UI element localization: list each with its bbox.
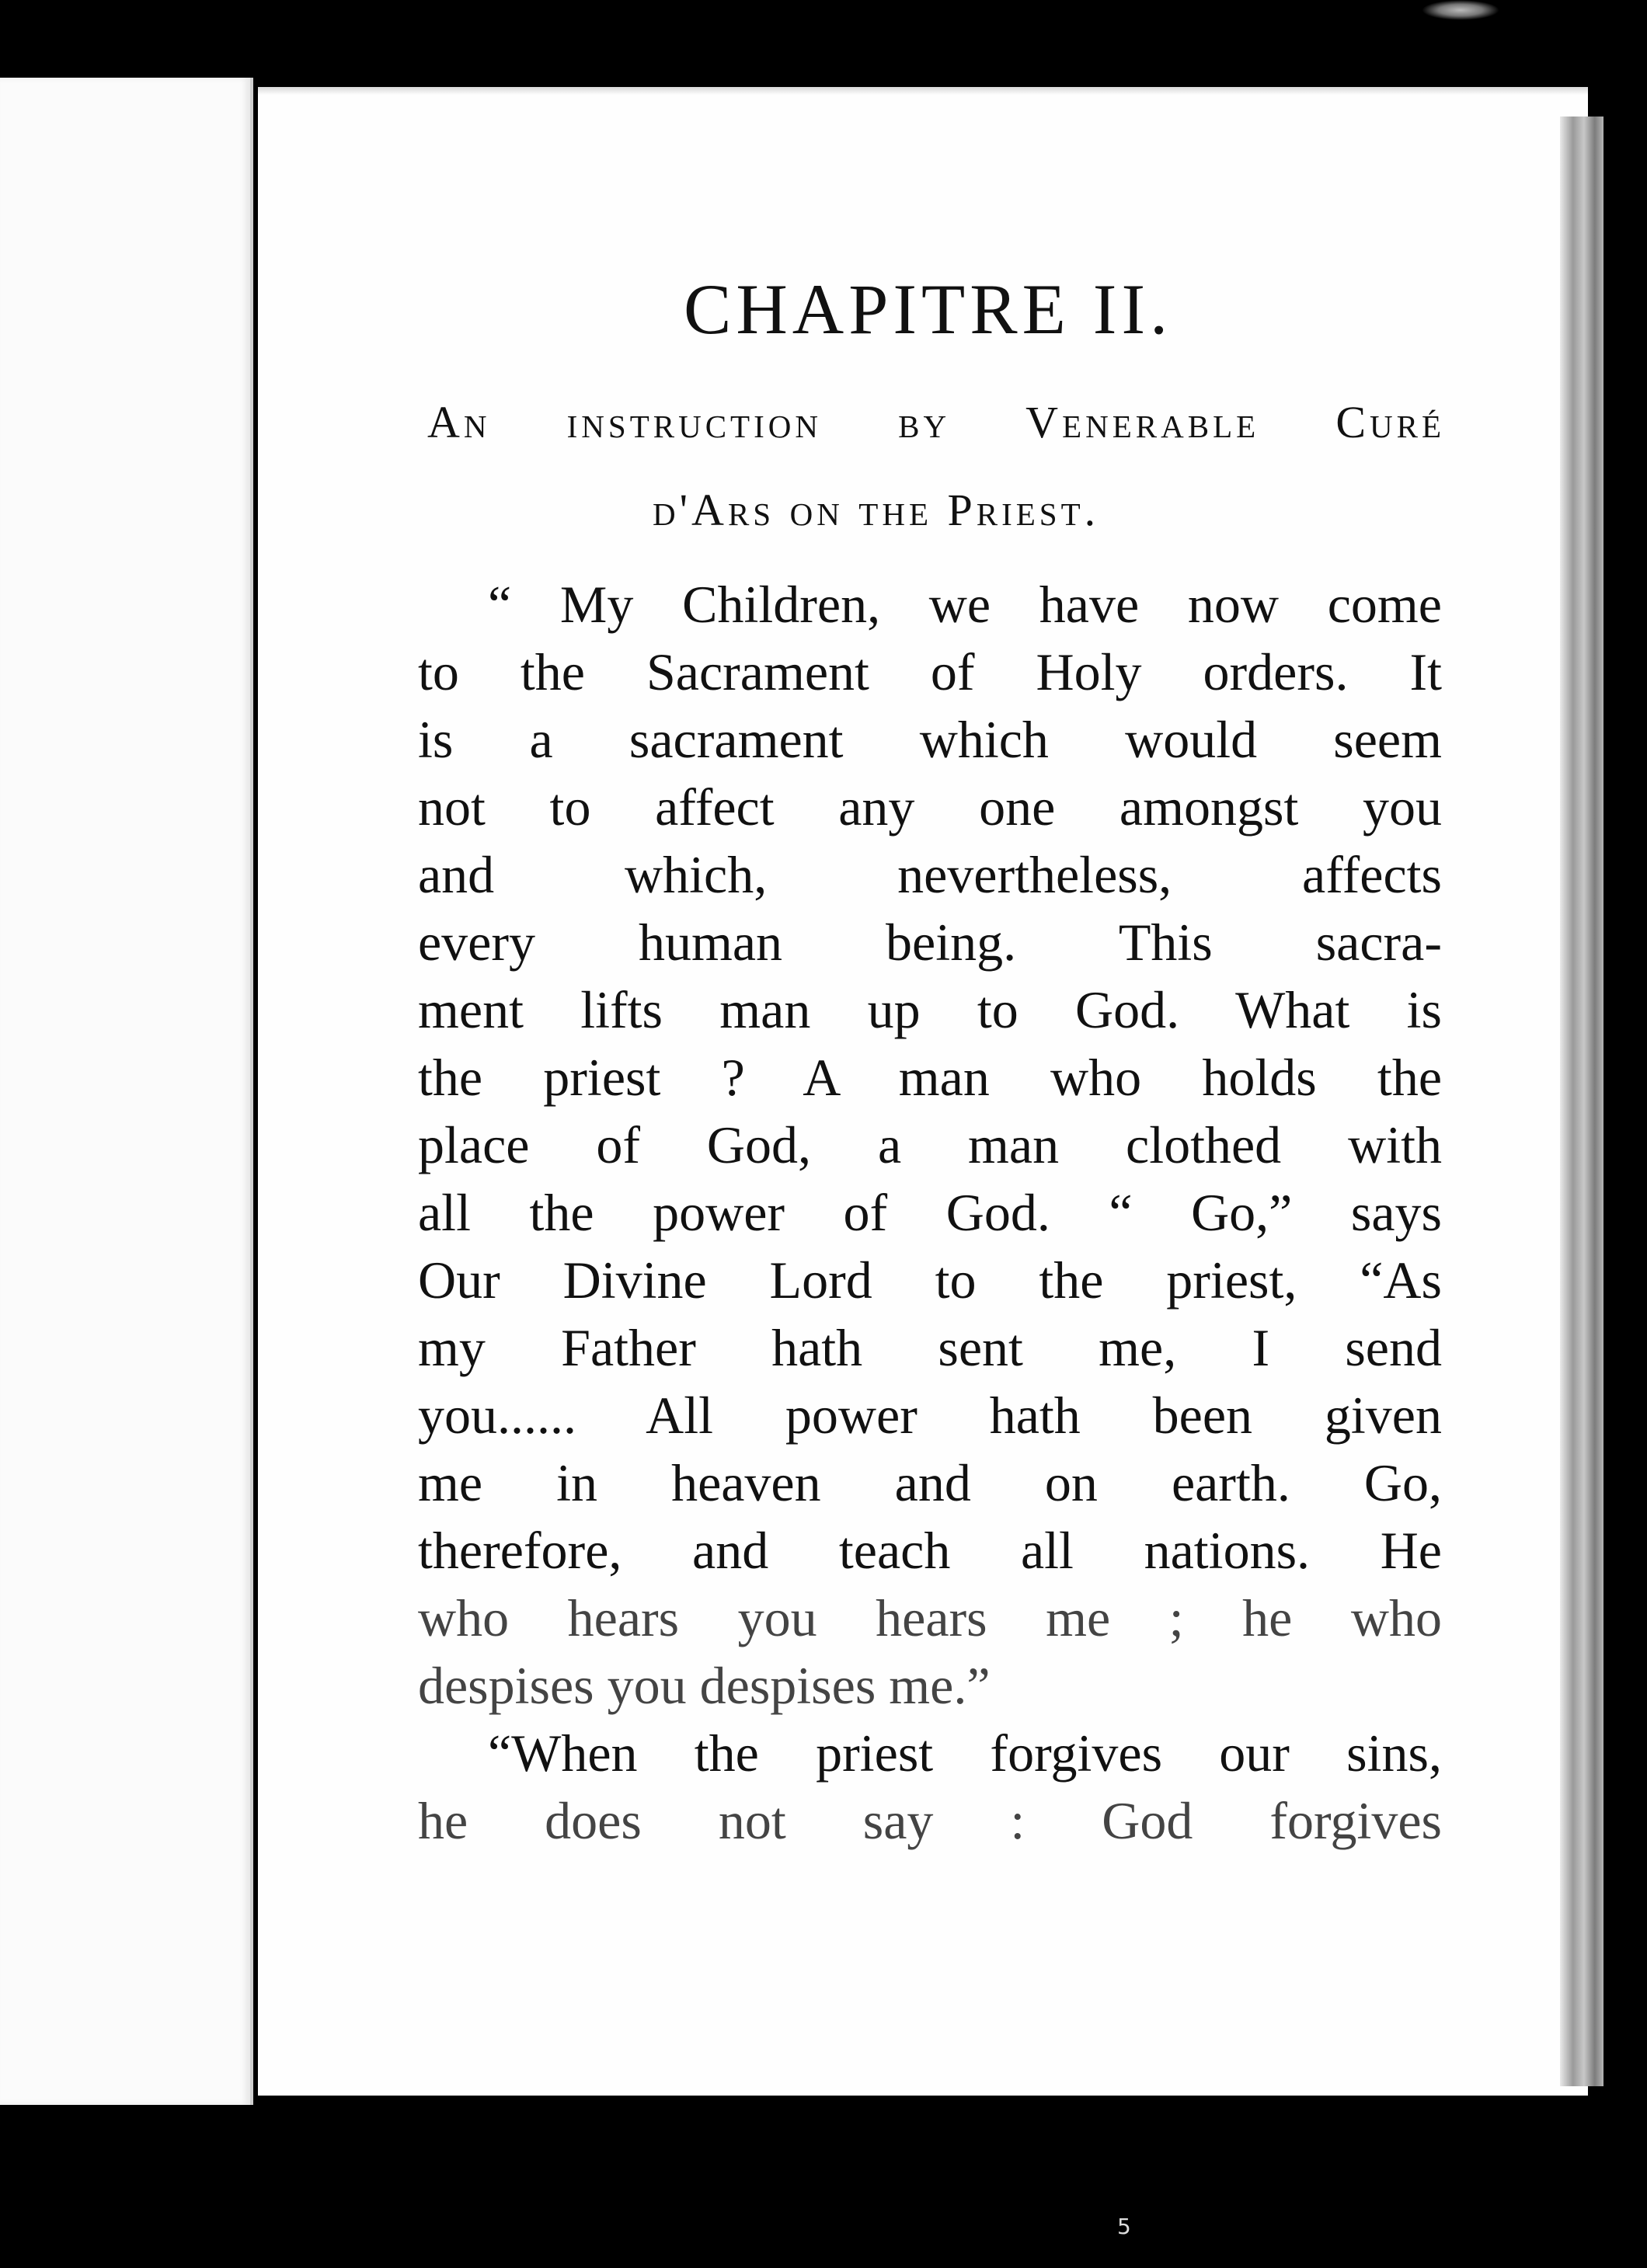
body-line: place of God, a man clothed with	[418, 1115, 1442, 1174]
body-line: the priest ? A man who holds the	[418, 1048, 1442, 1107]
body-line: Our Divine Lord to the priest, “As	[418, 1251, 1442, 1310]
body-line: all the power of God. “ Go,” says	[418, 1183, 1442, 1242]
body-line: “ My Children, we have now come	[488, 575, 1442, 634]
body-line: you...... All power hath been given	[418, 1386, 1442, 1445]
page-top-shadow	[258, 87, 1588, 95]
body-line: despises you despises me.”	[418, 1656, 991, 1715]
body-line: is a sacrament which would seem	[418, 710, 1442, 769]
body-line: and which, nevertheless, affects	[418, 845, 1442, 904]
body-line: me in heaven and on earth. Go,	[418, 1453, 1442, 1512]
page-edge	[1560, 117, 1603, 2086]
body-line: who hears you hears me ; he who	[418, 1588, 1442, 1647]
body-text	[418, 571, 1442, 1855]
scan-blot	[1422, 0, 1499, 20]
left-facing-page	[0, 78, 253, 2105]
body-line: my Father hath sent me, I send	[418, 1318, 1442, 1377]
body-line: he does not say : God forgives	[418, 1791, 1442, 1850]
body-line: therefore, and teach all nations. He	[418, 1521, 1442, 1580]
body-line: ment lifts man up to God. What is	[418, 980, 1442, 1039]
chapter-subtitle-line-2: d'Ars on the Priest.	[653, 485, 1100, 535]
body-line: to the Sacrament of Holy orders. It	[418, 642, 1442, 701]
body-line: not to affect any one amongst you	[418, 777, 1442, 837]
chapter-subtitle-line-1: An instruction by Venerable Curé	[427, 397, 1445, 447]
body-line: every human being. This sacra-	[418, 913, 1442, 972]
chapter-title: CHAPITRE II.	[684, 270, 1173, 349]
footer-mark: 5	[1117, 2214, 1131, 2239]
body-line: “When the priest forgives our sins,	[488, 1724, 1442, 1783]
